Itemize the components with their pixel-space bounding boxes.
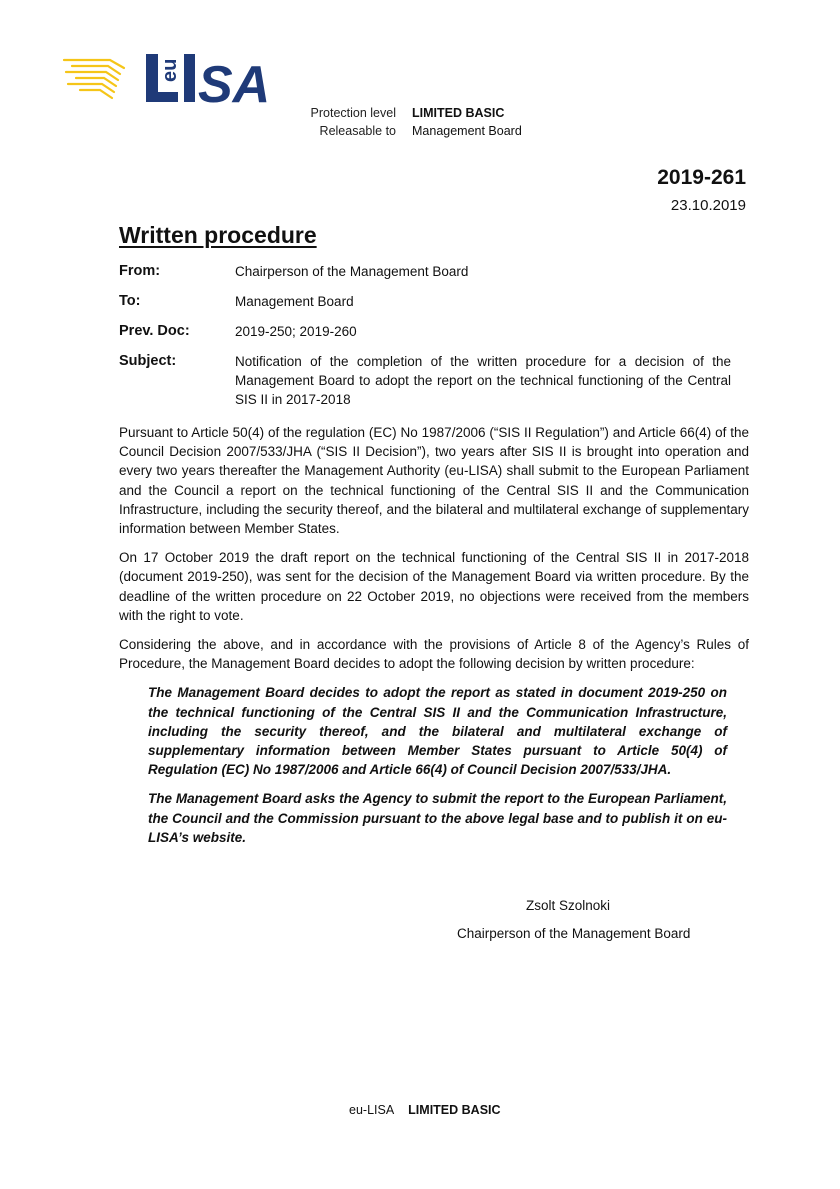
- meta-row-subject: [119, 352, 731, 409]
- meta-label: To:: [119, 293, 141, 309]
- body-paragraph: Considering the above, and in accordance with the provisions of Article 8 of the Agency’s Rules of Procedure, the Management Board decides to adopt the following decision by written procedure:: [119, 637, 749, 672]
- meta-row-prev-doc: [119, 322, 731, 341]
- meta-value: Notification of the completion of the written procedure for a decision of the Management Board to adopt the report on the technical functioning of the Central SIS II in 2017-2018: [235, 354, 731, 407]
- footer-org: eu-LISA: [349, 1103, 395, 1117]
- footer-level: LIMITED BASIC: [408, 1103, 501, 1117]
- document-number: 2019-261: [657, 166, 746, 189]
- meta-value: Management Board: [235, 294, 354, 309]
- document-body: [119, 423, 749, 857]
- meta-value: Chairperson of the Management Board: [235, 264, 469, 279]
- signer-name: Zsolt Szolnoki: [526, 898, 611, 913]
- page-title: Written procedure: [119, 222, 317, 248]
- meta-table: [119, 262, 731, 420]
- document-date: 23.10.2019: [670, 197, 746, 214]
- protection-block: [300, 104, 522, 140]
- protection-level-value: LIMITED BASIC: [412, 106, 505, 120]
- meta-label: Subject:: [119, 353, 177, 369]
- meta-label: From:: [119, 263, 161, 279]
- body-paragraph: On 17 October 2019 the draft report on the technical functioning of the Central SIS II in 2017-2018 (document 2019-250), was sent for the decision of the Management Board via written procedure. By the deadline of the written procedure on 22 October 2019, no objections were received from the members with the right to vote.: [119, 550, 749, 623]
- meta-value: 2019-250; 2019-260: [235, 324, 357, 339]
- svg-text:SA: SA: [198, 56, 271, 108]
- decision-paragraph: The Management Board decides to adopt the report as stated in document 2019-250 on the technical functioning of the Central SIS II and the Communication Infrastructure, including the security thereof, and the bilateral and multilateral exchange of supplementary information between Member States pursuant to Article 50(4) of Regulation (EC) No 1987/2006 and Article 66(4) of Council Decision 2007/533/JHA.: [148, 685, 727, 778]
- eu-lisa-logo: [62, 48, 284, 108]
- signer-title: Chairperson of the Management Board: [457, 926, 691, 941]
- footer: [349, 1103, 501, 1117]
- decision-paragraph: The Management Board asks the Agency to submit the report to the European Parliament, the Council and the Commission pursuant to the above legal base and to publish it on eu-LISA’s website.: [148, 791, 727, 845]
- meta-row-from: [119, 262, 731, 281]
- meta-row-to: [119, 292, 731, 311]
- releasable-to-value: Management Board: [412, 124, 522, 138]
- body-paragraph: Pursuant to Article 50(4) of the regulation (EC) No 1987/2006 (“SIS II Regulation”) and Article 66(4) of the Council Decision 2007/533/JHA (“SIS II Decision”), two years after SIS II is brought into operation and every two years thereafter the Management Authority (eu-LISA) shall submit to the European Parliament and the Council a report on the technical functioning of the Central SIS II and the Communication Infrastructure, including the security thereof, and the bilateral and multilateral exchange of supplementary information between Member States.: [119, 425, 749, 537]
- releasable-to-label: Releasable to: [319, 124, 396, 138]
- protection-level-label: Protection level: [310, 106, 396, 120]
- meta-label: Prev. Doc:: [119, 323, 190, 339]
- svg-text:eu: eu: [159, 58, 181, 82]
